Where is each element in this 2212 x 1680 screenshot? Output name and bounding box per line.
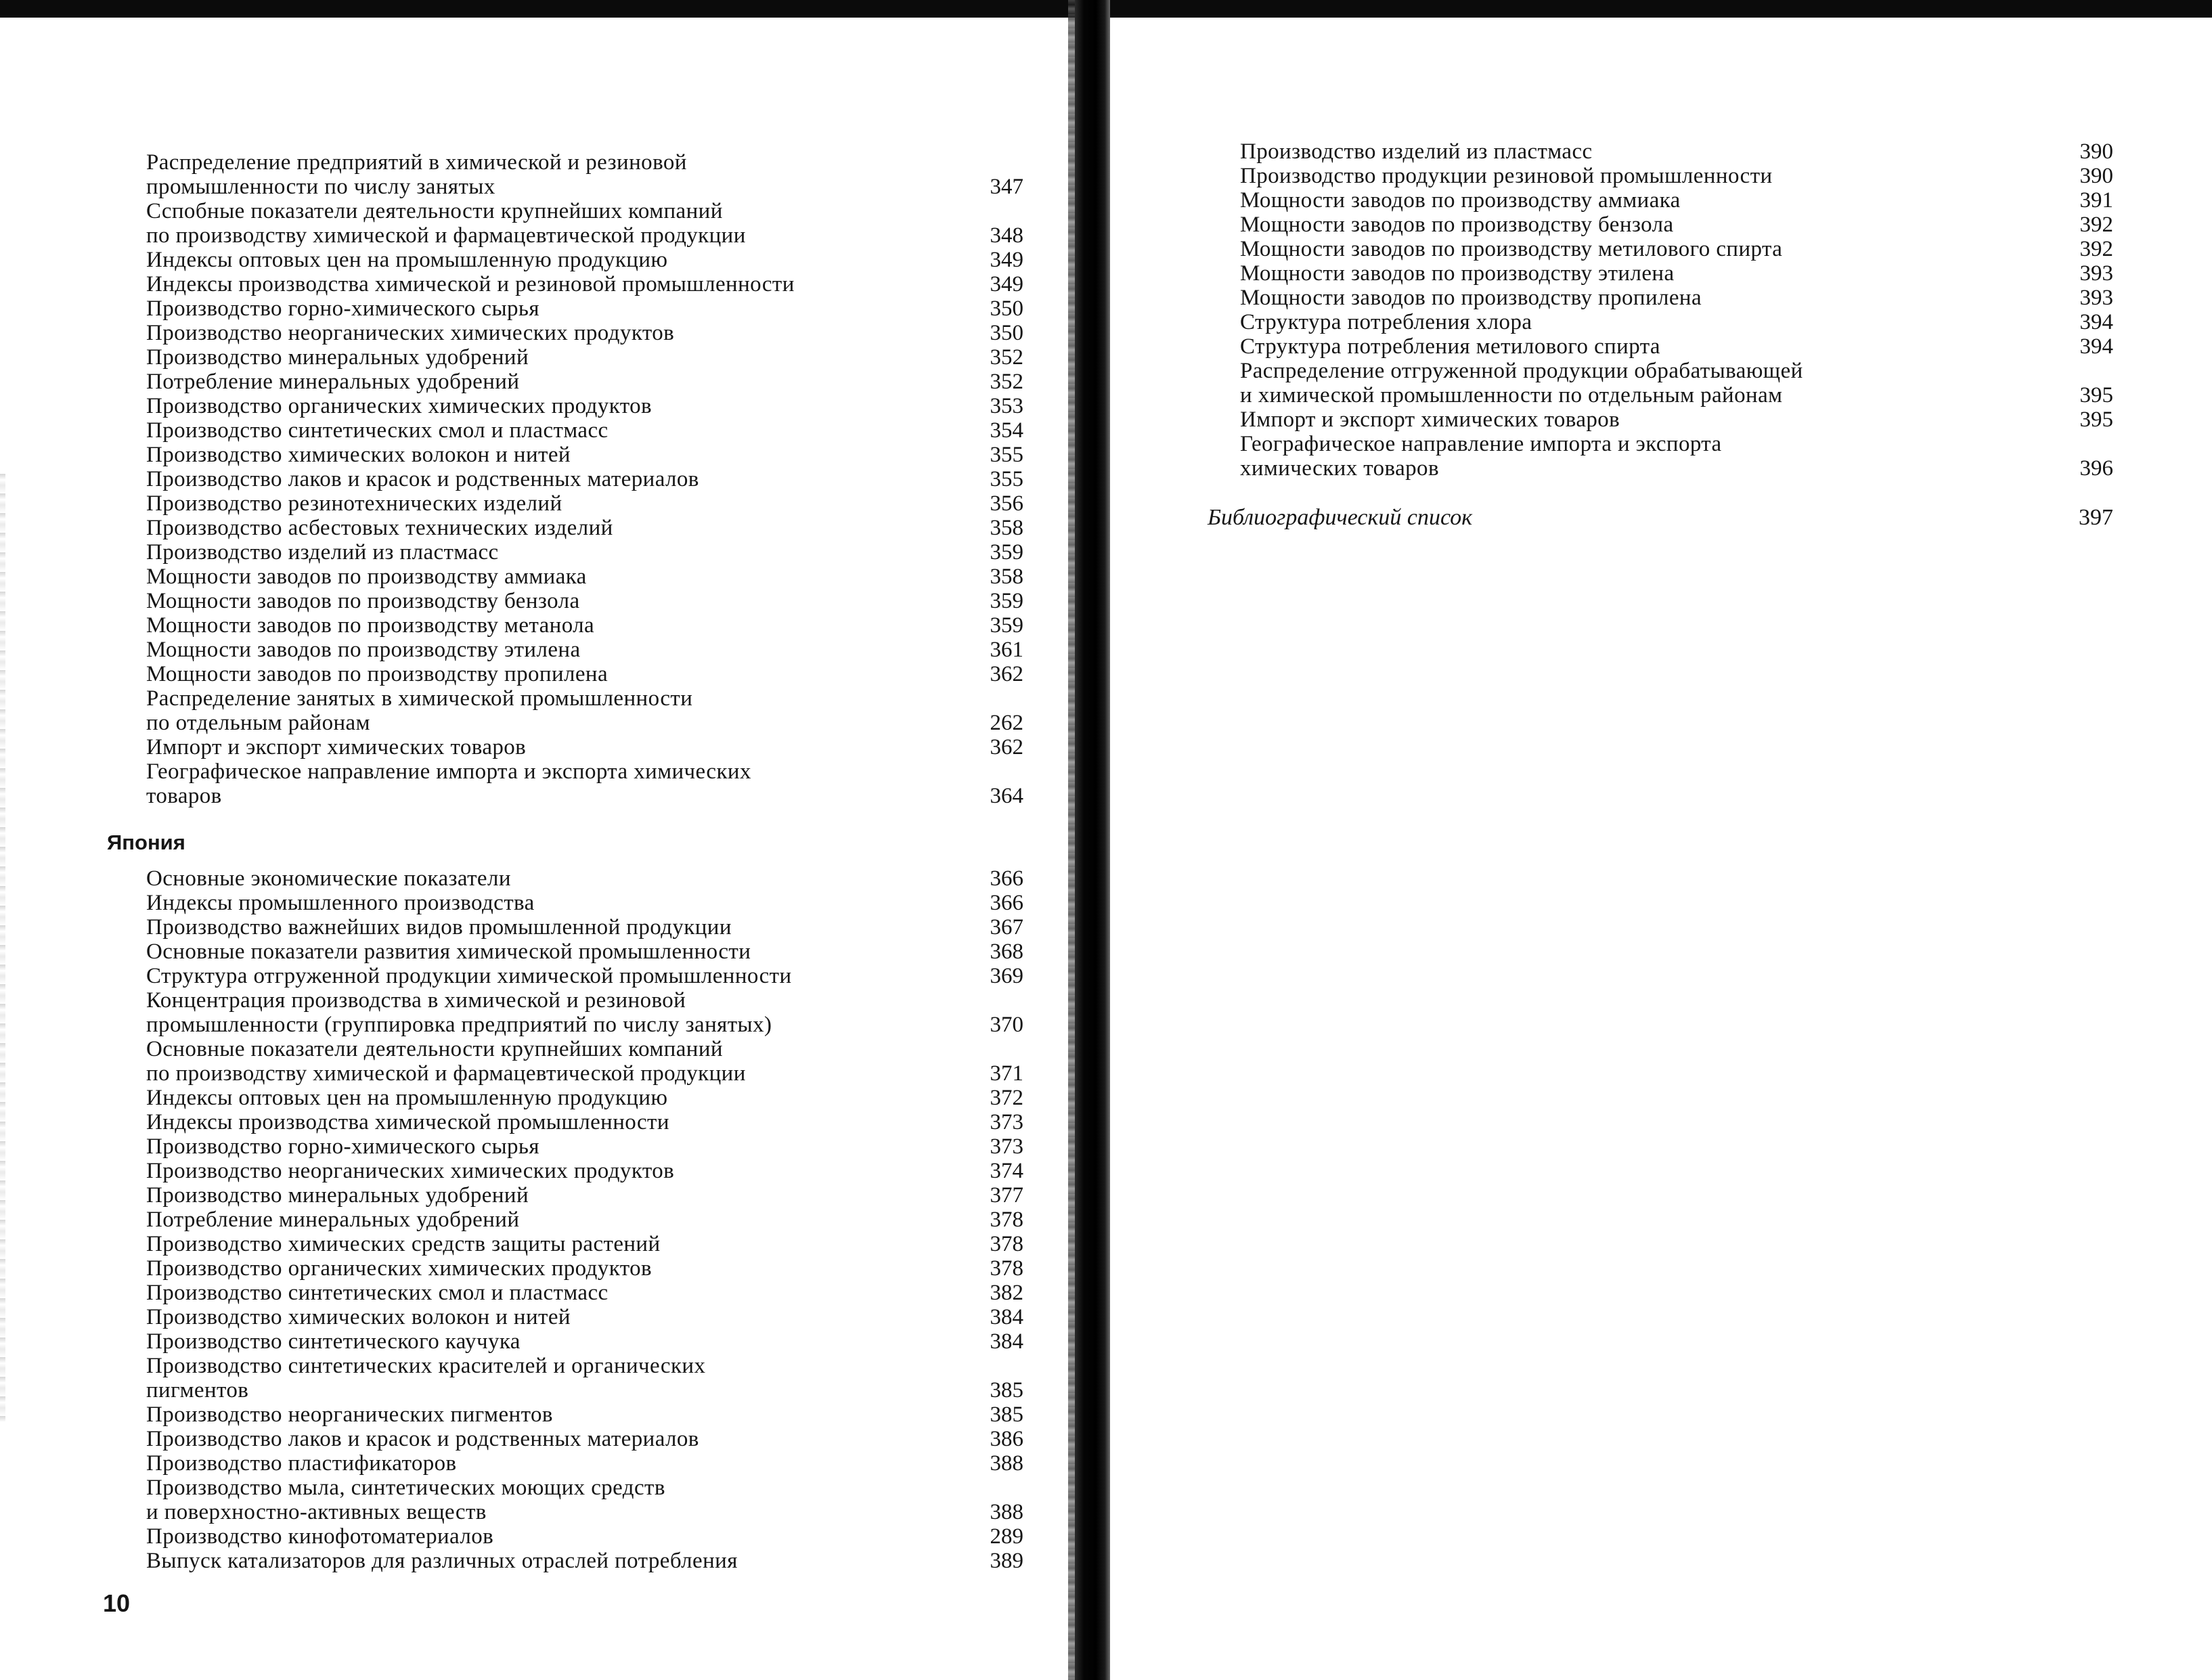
right-toc-list [1240, 139, 2113, 481]
toc-entry-title: химических товаров [1240, 456, 1439, 481]
toc-entry[interactable] [146, 735, 1023, 759]
bibliography-page: 397 [2079, 505, 2113, 530]
toc-entry[interactable] [146, 1451, 1023, 1476]
toc-entry-title: товаров [146, 784, 222, 808]
toc-entry[interactable] [146, 370, 1023, 394]
toc-entry-page: 358 [990, 565, 1023, 589]
book-spine-shadow [1075, 0, 1110, 1680]
toc-entry[interactable] [146, 394, 1023, 418]
toc-entry-page: 367 [990, 915, 1023, 940]
toc-entry-title: Мощности заводов по производству пропилена [146, 662, 609, 686]
toc-entry-page: 382 [990, 1281, 1023, 1305]
toc-entry-title: Потребление минеральных удобрений [146, 1208, 520, 1232]
toc-entry[interactable] [146, 1183, 1023, 1208]
toc-entry[interactable] [146, 1427, 1023, 1451]
toc-entry[interactable] [146, 662, 1023, 686]
toc-entry-title: Производство синтетических смол и пластмасс [146, 418, 609, 443]
toc-entry-page: 370 [990, 1013, 1023, 1037]
toc-entry-page: 385 [990, 1378, 1023, 1402]
toc-entry-page: 386 [990, 1427, 1023, 1451]
toc-entry[interactable] [146, 1524, 1023, 1549]
toc-entry[interactable] [1240, 139, 2113, 164]
toc-entry-page: 350 [990, 296, 1023, 321]
toc-entry-page: 349 [990, 248, 1023, 272]
toc-entry-title: и химической промышленности по отдельным районам [1240, 383, 1783, 407]
japan-toc-list [146, 866, 1023, 1573]
toc-entry-title: Производство химических волокон и нитей [146, 1305, 571, 1329]
toc-entry[interactable] [146, 1549, 1023, 1573]
toc-entry[interactable] [146, 1305, 1023, 1329]
toc-entry[interactable] [146, 1110, 1023, 1134]
toc-entry-page: 347 [990, 175, 1023, 199]
toc-entry[interactable] [1240, 359, 2113, 407]
toc-entry-title: Производство лаков и красок и родственных материалов [146, 467, 699, 491]
toc-entry-title: Структура потребления хлора [1240, 310, 1532, 334]
toc-entry[interactable] [146, 915, 1023, 940]
toc-entry-title: по производству химической и фармацевтической продукции [146, 1061, 746, 1086]
toc-entry-title: Индексы производства химической и резиновой промышленности [146, 272, 795, 296]
toc-entry-title: Основные показатели развития химической промышленности [146, 940, 751, 964]
toc-entry-page: 369 [990, 964, 1023, 988]
toc-entry-title: Производство органических химических продуктов [146, 394, 652, 418]
toc-entry-title: Мощности заводов по производству пропилена [1240, 286, 1702, 310]
toc-entry-page: 384 [990, 1305, 1023, 1329]
toc-entry-title: Производство продукции резиновой промышленности [1240, 164, 1773, 188]
toc-entry-page: 362 [990, 735, 1023, 759]
toc-entry-page: 353 [990, 394, 1023, 418]
toc-entry[interactable] [146, 248, 1023, 272]
toc-entry[interactable] [146, 418, 1023, 443]
toc-entry[interactable] [1240, 237, 2113, 261]
toc-entry-title: Основные экономические показатели [146, 866, 511, 891]
toc-entry-page: 372 [990, 1086, 1023, 1110]
toc-entry[interactable] [146, 1134, 1023, 1159]
toc-entry-title: Мощности заводов по производству этилена [146, 638, 581, 662]
toc-entry-page: 371 [990, 1061, 1023, 1086]
toc-entry-title: Производство изделий из пластмасс [146, 540, 499, 565]
toc-entry-title: Производство горно-химического сырья [146, 296, 539, 321]
toc-entry-page: 394 [2079, 334, 2113, 359]
toc-entry-page: 364 [990, 784, 1023, 808]
toc-entry-page: 377 [990, 1183, 1023, 1208]
toc-entry-page: 352 [990, 345, 1023, 370]
toc-entry-title: Индексы оптовых цен на промышленную продукцию [146, 248, 668, 272]
toc-entry-title: Индексы производства химической промышленности [146, 1110, 669, 1134]
toc-entry-title: промышленности по числу занятых [146, 175, 495, 199]
toc-entry-title: Индексы промышленного производства [146, 891, 535, 915]
toc-entry-title: Производство асбестовых технических изделий [146, 516, 613, 540]
toc-entry-title: Потребление минеральных удобрений [146, 370, 520, 394]
toc-entry-page: 394 [2079, 310, 2113, 334]
toc-entry[interactable] [1240, 432, 2113, 481]
toc-entry-page: 373 [990, 1110, 1023, 1134]
toc-entry-page: 389 [990, 1549, 1023, 1573]
toc-entry-title: Производство неорганических пигментов [146, 1402, 553, 1427]
toc-entry-page: 368 [990, 940, 1023, 964]
toc-entry-title: Мощности заводов по производству метилового спирта [1240, 237, 1783, 261]
toc-entry-page: 361 [990, 638, 1023, 662]
toc-entry[interactable] [1240, 188, 2113, 213]
left-toc-list [146, 150, 1023, 808]
toc-entry-title: Мощности заводов по производству бензола [1240, 213, 1674, 237]
toc-entry-title: Производство неорганических химических продуктов [146, 1159, 675, 1183]
toc-entry-title: Импорт и экспорт химических товаров [146, 735, 527, 759]
toc-entry-page: 388 [990, 1451, 1023, 1476]
toc-entry-page: 262 [990, 711, 1023, 735]
toc-entry-page: 355 [990, 467, 1023, 491]
toc-entry-page: 359 [990, 540, 1023, 565]
toc-entry[interactable] [1240, 164, 2113, 188]
toc-entry-title: Производство лаков и красок и родственных материалов [146, 1427, 699, 1451]
toc-entry-title: Мощности заводов по производству метанола [146, 613, 595, 638]
toc-entry-title: Производство химических волокон и нитей [146, 443, 571, 467]
toc-entry[interactable] [146, 1208, 1023, 1232]
toc-entry[interactable] [1240, 334, 2113, 359]
toc-entry[interactable] [1240, 261, 2113, 286]
toc-entry-title: Производство синтетических смол и пластмасс [146, 1281, 609, 1305]
toc-entry[interactable] [146, 686, 1023, 735]
toc-entry-title: промышленности (группировка предприятий по числу занятых) [146, 1013, 772, 1037]
toc-entry[interactable] [146, 199, 1023, 248]
toc-entry[interactable] [146, 1159, 1023, 1183]
toc-entry-page: 384 [990, 1329, 1023, 1354]
section-title-japan: Япония [107, 831, 185, 854]
toc-entry[interactable] [146, 638, 1023, 662]
toc-entry[interactable] [146, 891, 1023, 915]
toc-entry[interactable] [146, 940, 1023, 964]
toc-entry-title: Концентрация производства в химической и резиновой [146, 988, 686, 1013]
toc-entry[interactable] [146, 759, 1023, 808]
toc-entry[interactable] [146, 1354, 1023, 1402]
toc-entry-page: 352 [990, 370, 1023, 394]
toc-entry[interactable] [1240, 286, 2113, 310]
toc-entry[interactable] [146, 589, 1023, 613]
toc-entry-title: Структура отгруженной продукции химической промышленности [146, 964, 792, 988]
toc-entry-page: 388 [990, 1500, 1023, 1524]
toc-entry-title: Выпуск катализаторов для различных отраслей потребления [146, 1549, 738, 1573]
toc-entry-title: Производство горно-химического сырья [146, 1134, 539, 1159]
toc-entry-title: Мощности заводов по производству этилена [1240, 261, 1675, 286]
toc-entry[interactable] [146, 272, 1023, 296]
toc-entry-page: 366 [990, 866, 1023, 891]
toc-entry[interactable] [146, 467, 1023, 491]
toc-entry-title: по отдельным районам [146, 711, 370, 735]
toc-entry-title: Распределение предприятий в химической и резиновой [146, 150, 687, 175]
toc-entry[interactable] [146, 443, 1023, 467]
toc-entry-page: 391 [2079, 188, 2113, 213]
toc-entry[interactable] [146, 321, 1023, 345]
toc-entry-page: 362 [990, 662, 1023, 686]
toc-entry[interactable] [146, 1329, 1023, 1354]
toc-entry-page: 356 [990, 491, 1023, 516]
toc-entry[interactable] [146, 150, 1023, 199]
toc-entry[interactable] [146, 491, 1023, 516]
toc-entry-page: 374 [990, 1159, 1023, 1183]
toc-entry-title: Производство синтетических красителей и органических [146, 1354, 706, 1378]
page-number: 10 [103, 1589, 131, 1617]
toc-entry-page: 385 [990, 1402, 1023, 1427]
toc-entry-page: 289 [990, 1524, 1023, 1549]
toc-entry-title: по производству химической и фармацевтической продукции [146, 223, 746, 248]
toc-entry-page: 348 [990, 223, 1023, 248]
toc-entry-title: Географическое направление импорта и экспорта химических [146, 759, 751, 784]
toc-entry[interactable] [146, 1281, 1023, 1305]
toc-entry[interactable] [146, 613, 1023, 638]
toc-entry-page: 392 [2079, 213, 2113, 237]
toc-entry-page: 393 [2079, 286, 2113, 310]
toc-entry-title: Импорт и экспорт химических товаров [1240, 407, 1620, 432]
toc-entry-page: 378 [990, 1232, 1023, 1256]
toc-entry-page: 359 [990, 613, 1023, 638]
toc-entry[interactable] [146, 964, 1023, 988]
toc-entry-page: 350 [990, 321, 1023, 345]
toc-entry-title: Производство химических средств защиты растений [146, 1232, 661, 1256]
toc-entry[interactable] [146, 1086, 1023, 1110]
toc-entry[interactable] [1240, 407, 2113, 432]
toc-entry-page: 395 [2079, 383, 2113, 407]
toc-entry-title: Производство синтетического каучука [146, 1329, 521, 1354]
toc-entry[interactable] [146, 1476, 1023, 1524]
toc-entry[interactable] [146, 1256, 1023, 1281]
toc-entry-page: 355 [990, 443, 1023, 467]
toc-entry[interactable] [146, 988, 1023, 1037]
scan-left-edge [0, 474, 5, 1421]
toc-entry-title: Производство важнейших видов промышленной продукции [146, 915, 732, 940]
toc-entry-page: 359 [990, 589, 1023, 613]
toc-entry-page: 392 [2079, 237, 2113, 261]
toc-entry-title: Мощности заводов по производству аммиака [146, 565, 587, 589]
toc-entry-page: 390 [2079, 164, 2113, 188]
toc-entry-title: и поверхностно-активных веществ [146, 1500, 487, 1524]
toc-entry-title: Распределение занятых в химической промышленности [146, 686, 693, 711]
toc-entry[interactable] [1240, 213, 2113, 237]
toc-entry[interactable] [1240, 310, 2113, 334]
toc-entry-page: 354 [990, 418, 1023, 443]
toc-entry-page: 390 [2079, 139, 2113, 164]
toc-entry[interactable] [146, 866, 1023, 891]
toc-entry[interactable] [146, 1232, 1023, 1256]
toc-entry-page: 396 [2079, 456, 2113, 481]
toc-entry-page: 373 [990, 1134, 1023, 1159]
toc-entry[interactable] [146, 516, 1023, 540]
toc-entry-title: Производство изделий из пластмасс [1240, 139, 1593, 164]
toc-entry-page: 393 [2079, 261, 2113, 286]
toc-entry-title: Индексы оптовых цен на промышленную продукцию [146, 1086, 668, 1110]
toc-entry-title: Производство резинотехнических изделий [146, 491, 562, 516]
toc-entry-title: Мощности заводов по производству аммиака [1240, 188, 1681, 213]
toc-entry-title: Производство неорганических химических продуктов [146, 321, 675, 345]
toc-entry[interactable] [146, 1037, 1023, 1086]
toc-entry-page: 378 [990, 1208, 1023, 1232]
toc-entry-title: Основные показатели деятельности крупнейших компаний [146, 1037, 723, 1061]
toc-entry-page: 366 [990, 891, 1023, 915]
toc-entry-title: Распределение отгруженной продукции обрабатывающей [1240, 359, 1803, 383]
toc-entry-title: Структура потребления метилового спирта [1240, 334, 1660, 359]
toc-entry-title: Производство минеральных удобрений [146, 345, 529, 370]
toc-entry-title: Производство мыла, синтетических моющих средств [146, 1476, 665, 1500]
toc-entry[interactable] [146, 296, 1023, 321]
toc-entry-title: Географическое направление импорта и экспорта [1240, 432, 1722, 456]
toc-entry-title: Производство пластификаторов [146, 1451, 457, 1476]
toc-entry-title: Производство органических химических продуктов [146, 1256, 652, 1281]
toc-entry[interactable] [146, 540, 1023, 565]
toc-entry-page: 349 [990, 272, 1023, 296]
toc-entry-title: пигментов [146, 1378, 249, 1402]
toc-entry[interactable] [146, 565, 1023, 589]
toc-entry-page: 378 [990, 1256, 1023, 1281]
toc-entry-page: 358 [990, 516, 1023, 540]
toc-entry-title: Сспобные показатели деятельности крупнейших компаний [146, 199, 723, 223]
toc-entry-title: Мощности заводов по производству бензола [146, 589, 580, 613]
toc-entry-page: 395 [2079, 407, 2113, 432]
toc-entry-title: Производство кинофотоматериалов [146, 1524, 494, 1549]
bibliography-entry[interactable] [1208, 505, 2113, 531]
bibliography-title: Библиографический список [1208, 505, 1473, 530]
toc-entry-title: Производство минеральных удобрений [146, 1183, 529, 1208]
toc-entry[interactable] [146, 345, 1023, 370]
toc-entry[interactable] [146, 1402, 1023, 1427]
